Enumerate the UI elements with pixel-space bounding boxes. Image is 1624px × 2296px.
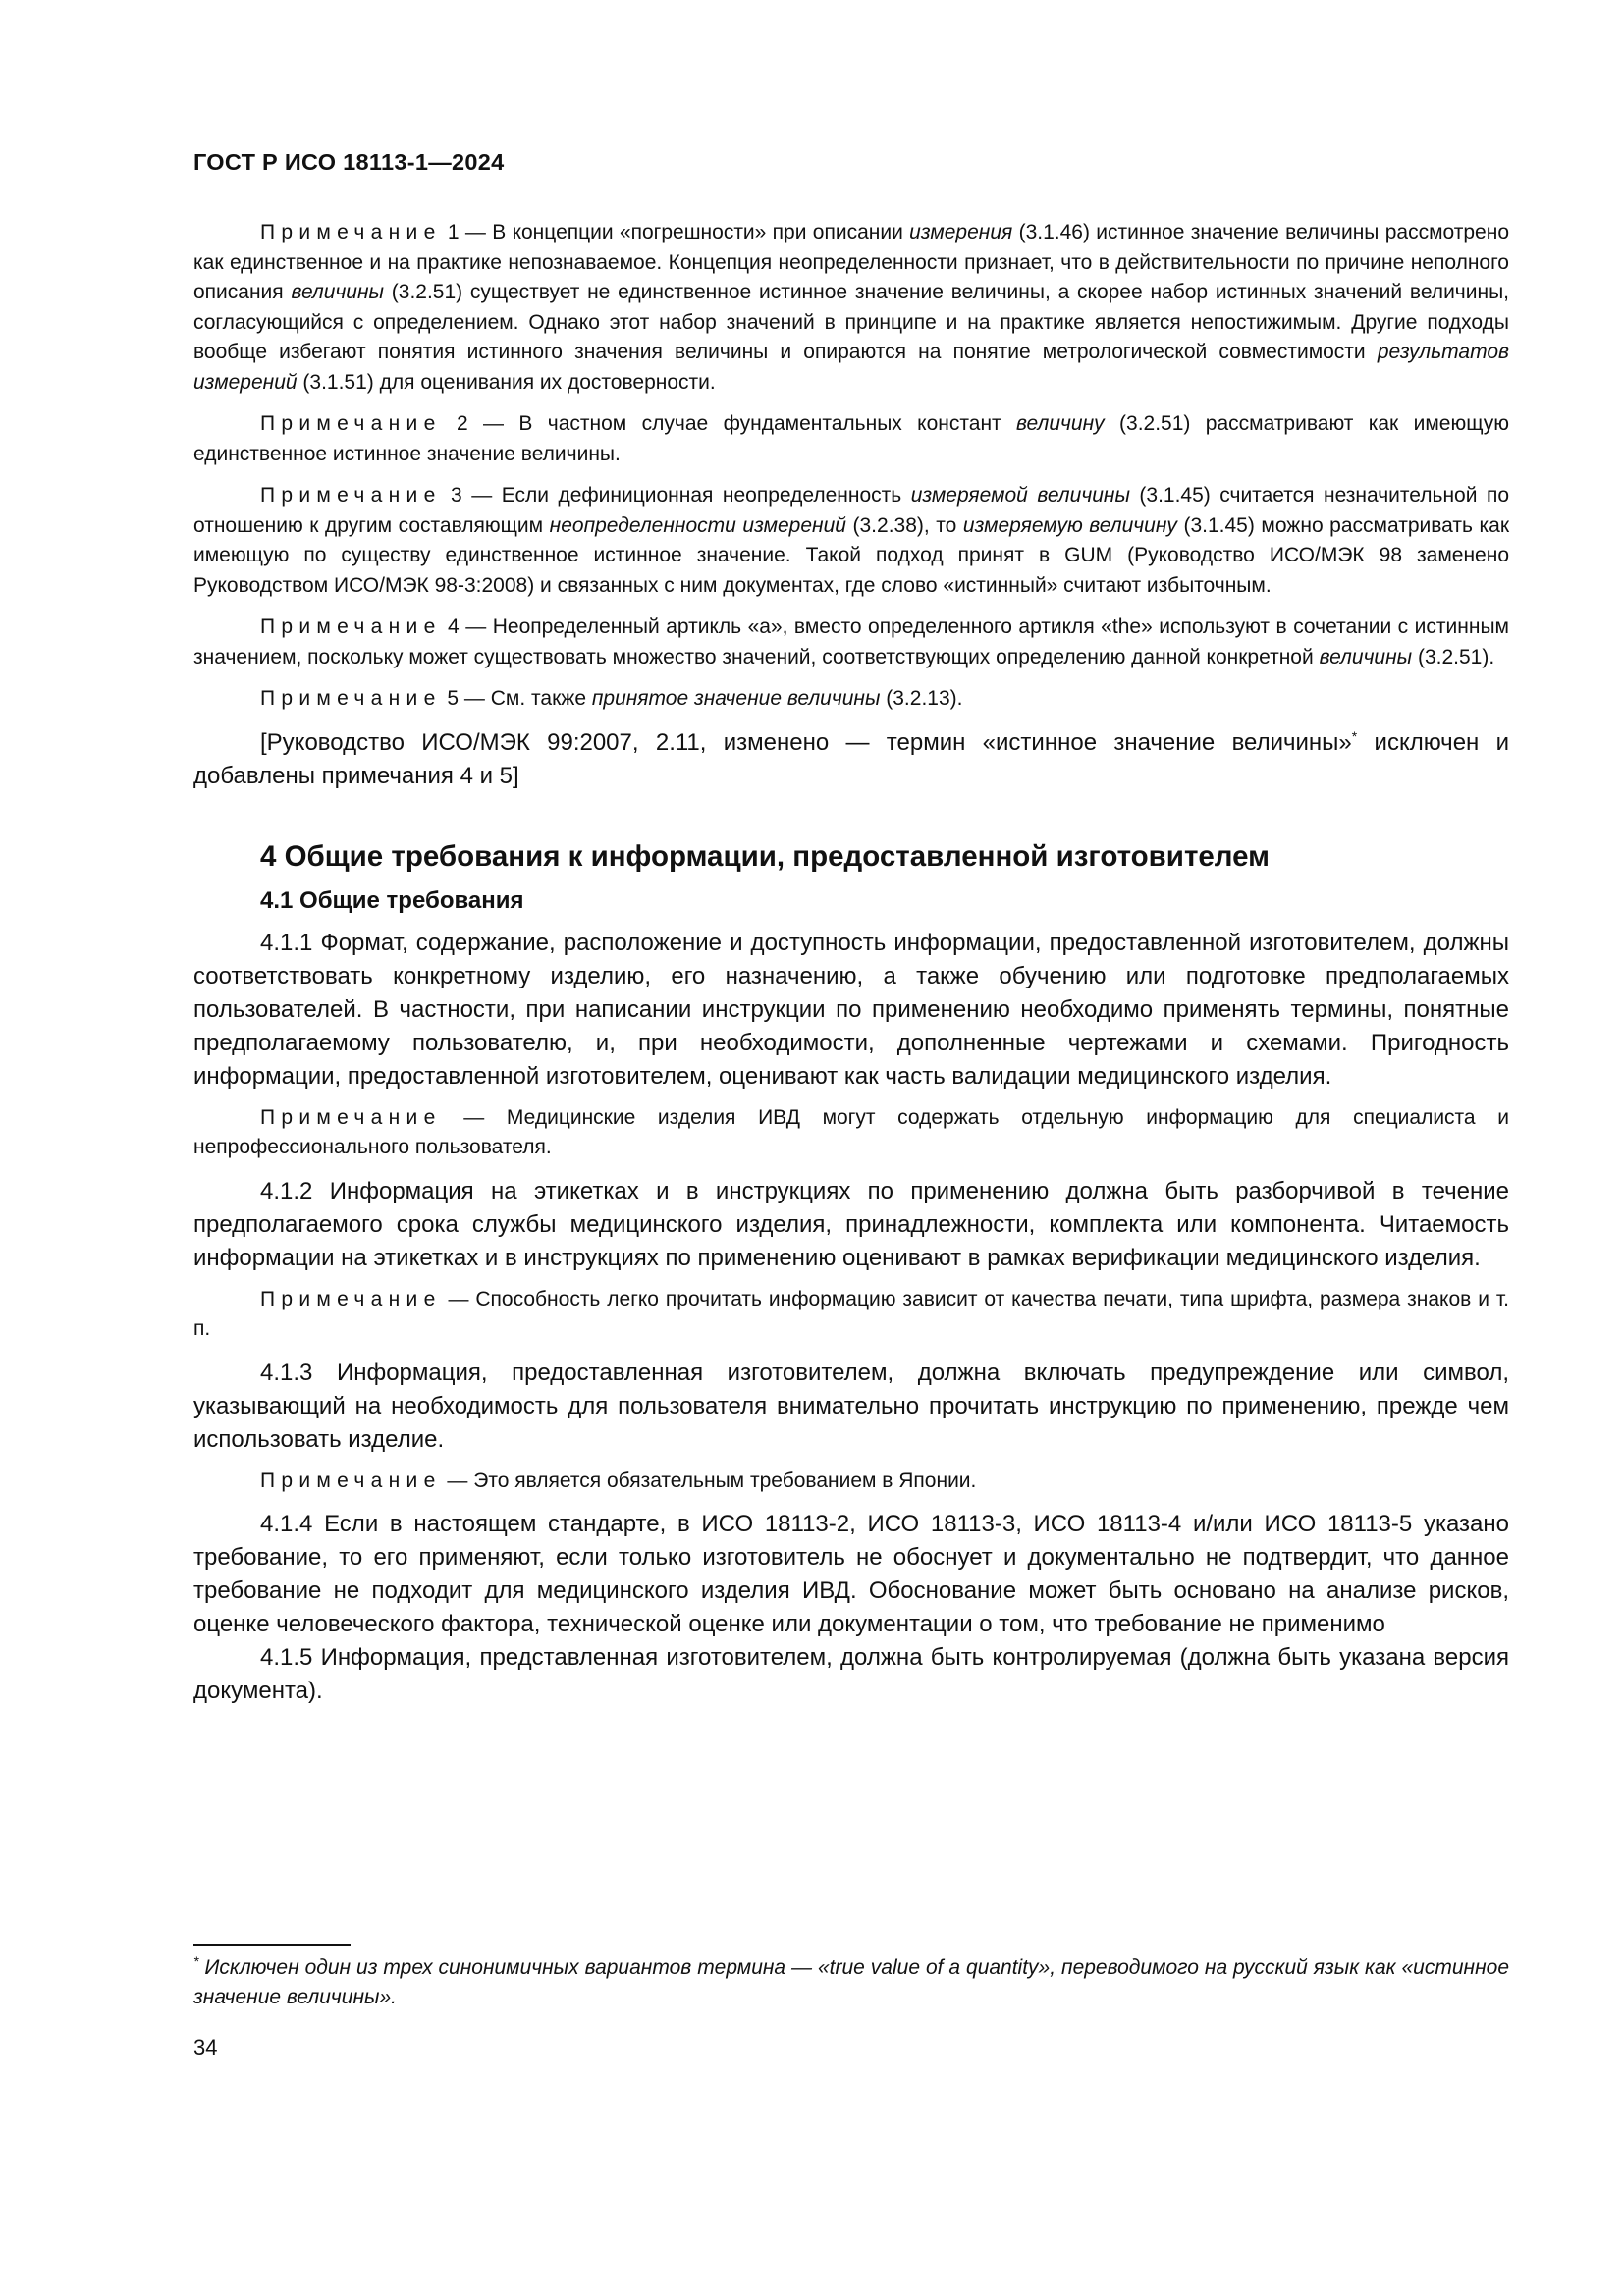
note-1: Примечание 1 — В концепции «погрешности» при описании измерения (3.1.46) истинное значение величины рассмотрено как единственное и на практике непознаваемое. Концепция неопределенности признает, что в действительности по причине неполного описания величины (3.2.51) существует не единственное истинное значение величины, а скорее набор истинных значений величины, согласующийся с определением. Однако этот набор значений в принципе и на практике является непостижимым. Другие подходы вообще избегают понятия истинного значения величины и опираются на понятие метрологической совместимости результатов измерений (3.1.51) для оценивания их достоверности. [193, 221, 1510, 394]
clause-4-1-1: 4.1.1 Формат, содержание, расположение и доступность информации, предоставленной изготовителем, должны соответствовать конкретному изделию, его назначению, а также обучению или подготовке предполагаемых пользователей. В частности, при написании инструкции по применению необходимо применять термины, понятные предполагаемому пользователю, и, при необходимости, дополненные чертежами и схемами. Пригодность информации, предоставленной изготовителем, оценивают как часть валидации медицинского изделия. [193, 929, 1509, 1090]
note-3: Примечание 3 — Если дефиниционная неопределенность измеряемой величины (3.1.45) считается незначительной по отношению к другим составляющим неопределенности измерений (3.2.38), то измеряемую величину (3.1.45) можно рассматривать как имеющую по существу единственное истинное значение. Такой подход принят в GUM (Руководство ИСО/МЭК 98 заменено Руководством ИСО/МЭК 98-3:2008) и связанных с ним документах, где слово «истинный» считают избыточным. [193, 484, 1510, 597]
note-label: Примечание [260, 615, 442, 638]
page-content [193, 218, 1509, 1718]
footnote-marker: * [1351, 727, 1358, 744]
subsection-heading: 4.1 Общие требования [260, 886, 524, 914]
clause-4-1-4: 4.1.4 Если в настоящем стандарте, в ИСО 18113-2, ИСО 18113-3, ИСО 18113-4 и/или ИСО 18113-5 указано требование, то его применяют, если только изготовитель не обоснует и документально не подтвердит, что данное требование не подходит для медицинского изделия ИВД. Обоснование может быть основано на анализе рисков, оценке человеческого фактора, технической оценке или документации о том, что требование не применимо [193, 1511, 1509, 1637]
source-reference: [Руководство ИСО/МЭК 99:2007, 2.11, изменено — термин «истинное значение величины»* исключен и добавлены примечания 4 и 5] [193, 727, 1509, 789]
note-label: Примечание [260, 687, 442, 710]
page-number: 34 [193, 2035, 218, 2059]
note-4-1-3: Примечание — Это является обязательным требованием в Японии. [260, 1468, 977, 1492]
footnote-divider [193, 1944, 351, 1946]
note-label: Примечание [260, 1468, 442, 1492]
note-label: Примечание [260, 1105, 442, 1129]
note-label: Примечание [260, 484, 442, 507]
note-4-1-1: Примечание — Медицинские изделия ИВД могут содержать отдельную информацию для специалиста и непрофессионального пользователя. [193, 1105, 1509, 1158]
note-label: Примечание [260, 1287, 442, 1310]
clause-4-1-2: 4.1.2 Информация на этикетках и в инструкциях по применению должна быть разборчивой в течение предполагаемого срока службы медицинского изделия, принадлежности, комплекта или компонента. Читаемость информации на этикетках и в инструкциях по применению оценивают в рамках верификации медицинского изделия. [193, 1177, 1509, 1271]
section-heading: 4 Общие требования к информации, предоставленной изготовителем [260, 839, 1270, 873]
note-4-1-2: Примечание — Способность легко прочитать информацию зависит от качества печати, типа шрифта, размера знаков и т. п. [193, 1287, 1509, 1340]
note-label: Примечание [260, 412, 442, 435]
clause-4-1-3: 4.1.3 Информация, предоставленная изготовителем, должна включать предупреждение или символ, указывающий на необходимость для пользователя внимательно прочитать инструкцию по применению, прежде чем использовать изделие. [193, 1359, 1509, 1453]
clause-4-1-5: 4.1.5 Информация, представленная изготовителем, должна быть контролируемая (должна быть указана версия документа). [193, 1644, 1509, 1704]
footnote-marker: * [193, 1953, 199, 1969]
standard-header: ГОСТ Р ИСО 18113-1—2024 [193, 149, 505, 175]
note-4: Примечание 4 — Неопределенный артикль «а», вместо определенного артикля «the» используют в сочетании с истинным значением, поскольку может существовать множество значений, соответствующих определению данной конкретной величины (3.2.51). [193, 615, 1509, 668]
note-label: Примечание [260, 221, 442, 243]
footnote: * Исключен один из трех синонимичных вариантов термина — «true value of a quantity», переводимого на русский язык как «истинное значение величины». [193, 1953, 1509, 2008]
note-2: Примечание 2 — В частном случае фундаментальных констант величину (3.2.51) рассматривают как имеющую единственное истинное значение величины. [193, 412, 1509, 465]
note-5: Примечание 5 — См. также принятое значение величины (3.2.13). [260, 687, 963, 710]
